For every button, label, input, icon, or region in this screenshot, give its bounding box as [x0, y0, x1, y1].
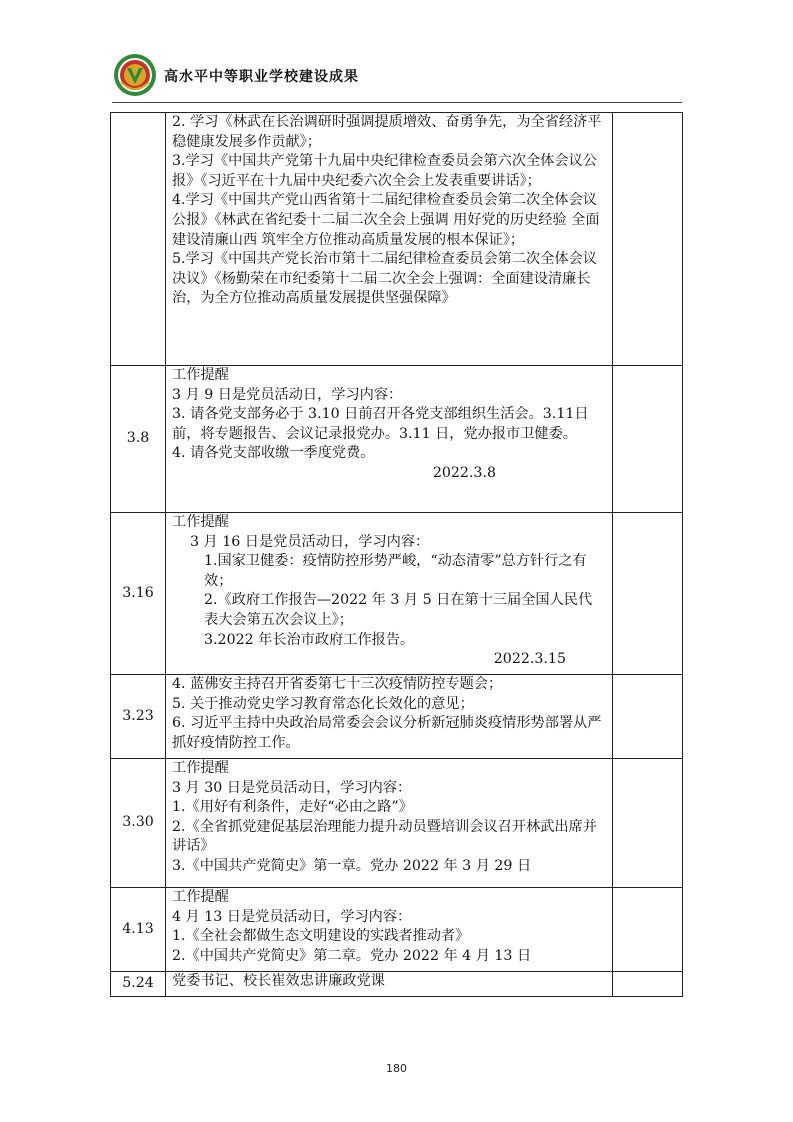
row-signature: 2022.3.15 [493, 651, 566, 668]
row-note [613, 972, 683, 997]
row-content [166, 113, 613, 366]
content-line: 6. 习近平主持中央政治局常委会会议分析新冠肺炎疫情形势部署从严抓好疫情防控工作。 [172, 715, 602, 751]
content-line: 3 月 16 日是党员活动日，学习内容： [190, 533, 430, 550]
content-line: 工作提醒 [172, 889, 229, 905]
row-date: 5.24 [111, 972, 166, 997]
content-line: 4 月 13 日是党员活动日，学习内容： [172, 908, 412, 925]
content-line: 1.《用好有利条件，走好“必由之路”》 [172, 799, 413, 816]
row-date: 3.8 [111, 366, 166, 513]
content-line: 工作提醒 [172, 514, 229, 530]
row-date: 3.30 [111, 759, 166, 888]
table-row [111, 113, 683, 366]
content-line: 3.学习《中国共产党第十九届中央纪律检查委员会第六次全体会议公报》《习近平在十九届中央纪委六次全会上发表重要讲话》； [172, 153, 597, 189]
row-note [613, 366, 683, 513]
row-content [166, 675, 613, 759]
content-line: 1.《全社会都做生态文明建设的实践者推动者》 [172, 928, 470, 945]
content-line: 3 月 9 日是党员活动日，学习内容： [172, 386, 403, 403]
row-note [613, 513, 683, 675]
content-line: 1.国家卫健委：疫情防控形势严峻，“动态清零”总方针行之有效； [204, 553, 587, 589]
content-line: 4.学习《中国共产党山西省第十二届纪律检查委员会第二次全体会议公报》《林武在省纪委十二届二次全会上强调 用好党的历史经验 全面建设清廉山西 筑牢全方位推动高质量发展的根本保证》； [172, 192, 600, 248]
row-content [166, 972, 613, 997]
content-line: 3. 请各党支部务必于 3.10 日前召开各党支部组织生活会。3.11日前，将专题报告、会议记录报党办。3.11 日，党办报市卫健委。 [172, 406, 589, 442]
content-line: 5. 关于推动党史学习教育常态化长效化的意见； [172, 695, 474, 712]
row-date: 3.16 [111, 513, 166, 675]
content-line: 5.学习《中国共产党长治市第十二届纪律检查委员会第二次全体会议决议》《杨勤荣在市纪委第十二届二次全会上强调：全面建设清廉长治，为全方位推动高质量发展提供坚强保障》 [172, 251, 597, 307]
table-row [111, 675, 683, 759]
content-line: 2. 学习《林武在长治调研时强调提质增效、奋勇争先，为全省经济平稳健康发展多作贡献》； [172, 114, 602, 150]
table-row [111, 972, 683, 997]
table-row [111, 888, 683, 972]
row-date: 3.23 [111, 675, 166, 759]
table-row [111, 366, 683, 513]
content-line: 工作提醒 [172, 760, 229, 776]
content-line: 3.2022 年长治市政府工作报告。 [204, 631, 415, 648]
row-content [166, 513, 613, 675]
row-note [613, 759, 683, 888]
content-line: 党委书记、校长崔效忠讲廉政党课 [172, 973, 385, 989]
content-line: 2.《全省抓党建促基层治理能力提升动员暨培训会议召开林武出席并讲话》 [172, 818, 597, 855]
content-line: 2.《政府工作报告—2022 年 3 月 5 日在第十三届全国人民代表大会第五次会议上》； [204, 592, 593, 628]
row-content [166, 759, 613, 888]
row-note [613, 888, 683, 972]
content-line: 3 月 30 日是党员活动日，学习内容： [172, 779, 412, 796]
page-number: 180 [386, 1062, 407, 1075]
table-row [111, 513, 683, 675]
row-date [111, 113, 166, 366]
header-title: 高水平中等职业学校建设成果 [164, 69, 359, 85]
page-header [112, 52, 682, 100]
content-line: 3.《中国共产党简史》第一章。党办 2022 年 3 月 29 日 [172, 857, 532, 874]
row-note [613, 675, 683, 759]
row-signature: 2022.3.8 [432, 464, 496, 481]
header-divider [112, 102, 682, 103]
content-line: 4. 蓝佛安主持召开省委第七十三次疫情防控专题会； [172, 676, 503, 692]
school-emblem-icon [112, 52, 158, 98]
content-line: 4. 请各党支部收缴一季度党费。 [172, 445, 375, 462]
row-note [613, 113, 683, 366]
row-content [166, 888, 613, 972]
row-content [166, 366, 613, 513]
content-line: 2.《中国共产党简史》第二章。党办 2022 年 4 月 13 日 [172, 947, 532, 964]
row-date: 4.13 [111, 888, 166, 972]
content-line: 工作提醒 [172, 367, 229, 383]
table-row [111, 759, 683, 888]
schedule-table [110, 112, 683, 997]
